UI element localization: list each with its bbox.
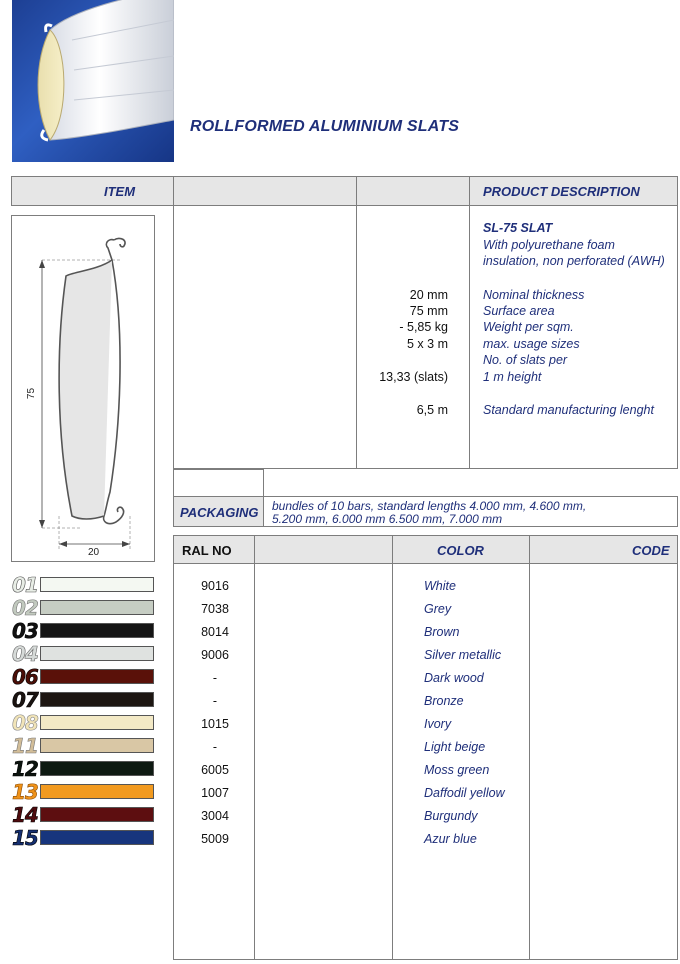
- color-swatch: [40, 784, 154, 799]
- packaging-line2: 5.200 mm, 6.000 mm 6.500 mm, 7.000 mm: [272, 512, 503, 526]
- spec-value: 13,33 (slats): [379, 370, 448, 384]
- product-desc-line1: With polyurethane foam: [483, 238, 615, 252]
- spec-label: Nominal thickness: [483, 288, 585, 302]
- color-number: 12: [12, 757, 38, 781]
- color-number: 07: [12, 688, 38, 712]
- spec-value: 75 mm: [409, 304, 448, 318]
- color-swatch: [40, 646, 154, 661]
- color-table-divider: [529, 535, 530, 960]
- color-number: 15: [12, 826, 38, 850]
- spec-value: 6,5 m: [416, 403, 448, 417]
- color-swatch: [40, 715, 154, 730]
- color-number: 03: [12, 619, 38, 643]
- packaging-label: PACKAGING: [180, 505, 259, 520]
- color-swatch: [40, 600, 154, 615]
- color-number: 14: [12, 803, 38, 827]
- spec-label: max. usage sizes: [483, 337, 580, 351]
- spec-value: 20 mm: [409, 288, 448, 302]
- color-number: 02: [12, 596, 38, 620]
- header-divider: [356, 176, 357, 206]
- color-name: Grey: [424, 602, 452, 616]
- height-dimension: 75: [26, 387, 38, 400]
- color-name: Burgundy: [424, 809, 478, 823]
- packaging-line1: bundles of 10 bars, standard lengths 4.000 mm, 4.600 mm,: [272, 499, 587, 513]
- spec-label: Weight per sqm.: [483, 320, 574, 334]
- color-swatch: [40, 738, 154, 753]
- color-number: 13: [12, 780, 38, 804]
- ral-number: 1015: [201, 717, 229, 731]
- color-table-divider: [392, 535, 393, 960]
- color-table-header: [173, 535, 678, 564]
- color-name: Ivory: [424, 717, 452, 731]
- spec-label: No. of slats per: [483, 353, 568, 367]
- spec-label: Surface area: [483, 304, 555, 318]
- product-name: SL-75 SLAT: [483, 221, 553, 235]
- color-number: 01: [12, 573, 38, 597]
- color-name: Brown: [424, 625, 460, 639]
- item-header: ITEM: [104, 184, 136, 199]
- color-swatch: [40, 830, 154, 845]
- spec-value: 5 x 3 m: [407, 337, 448, 351]
- ral-number: -: [212, 694, 218, 708]
- color-name: Moss green: [424, 763, 490, 777]
- ral-number: 5009: [201, 832, 229, 846]
- product-description-header: PRODUCT DESCRIPTION: [483, 184, 640, 199]
- color-number: 08: [12, 711, 38, 735]
- page-title: ROLLFORMED ALUMINIUM SLATS: [190, 118, 460, 135]
- body-divider: [469, 205, 470, 469]
- width-dimension: 20: [88, 547, 100, 558]
- ral-number: 7038: [201, 602, 229, 616]
- ral-number: -: [212, 740, 218, 754]
- color-swatch: [40, 577, 154, 592]
- ral-number: 3004: [201, 809, 229, 823]
- color-swatch: [40, 669, 154, 684]
- header-divider: [173, 176, 174, 206]
- ral-number: 6005: [201, 763, 229, 777]
- color-swatch: [40, 761, 154, 776]
- color-number: 06: [12, 665, 38, 689]
- header-divider: [469, 176, 470, 206]
- color-header: COLOR: [437, 543, 484, 558]
- color-name: Light beige: [424, 740, 486, 754]
- ral-number: 1007: [201, 786, 229, 800]
- color-number: 04: [12, 642, 38, 666]
- color-name: Daffodil yellow: [424, 786, 505, 800]
- color-name: Bronze: [424, 694, 464, 708]
- color-name: Dark wood: [424, 671, 484, 685]
- color-swatch: [40, 807, 154, 822]
- color-name: Azur blue: [424, 832, 477, 846]
- spec-label: Standard manufacturing lenght: [483, 403, 654, 417]
- product-photo: [12, 0, 174, 162]
- color-name: Silver metallic: [424, 648, 502, 662]
- code-header: CODE: [632, 543, 670, 558]
- spec-value: - 5,85 kg: [399, 320, 448, 334]
- color-name: White: [424, 579, 456, 593]
- color-swatch: [40, 623, 154, 638]
- product-desc-line2: insulation, non perforated (AWH): [483, 254, 665, 268]
- ral-number: 9016: [201, 579, 229, 593]
- ral-number: 8014: [201, 625, 229, 639]
- slat-profile-drawing: [11, 215, 155, 562]
- ral-number: 9006: [201, 648, 229, 662]
- packaging-spacer-left: [173, 469, 264, 497]
- color-table-body: [173, 563, 678, 960]
- spec-label: 1 m height: [483, 370, 542, 384]
- color-number: 11: [12, 734, 38, 758]
- ral-number: -: [212, 671, 218, 685]
- body-divider: [356, 205, 357, 469]
- color-swatch: [40, 692, 154, 707]
- ral-header: RAL NO: [182, 543, 232, 558]
